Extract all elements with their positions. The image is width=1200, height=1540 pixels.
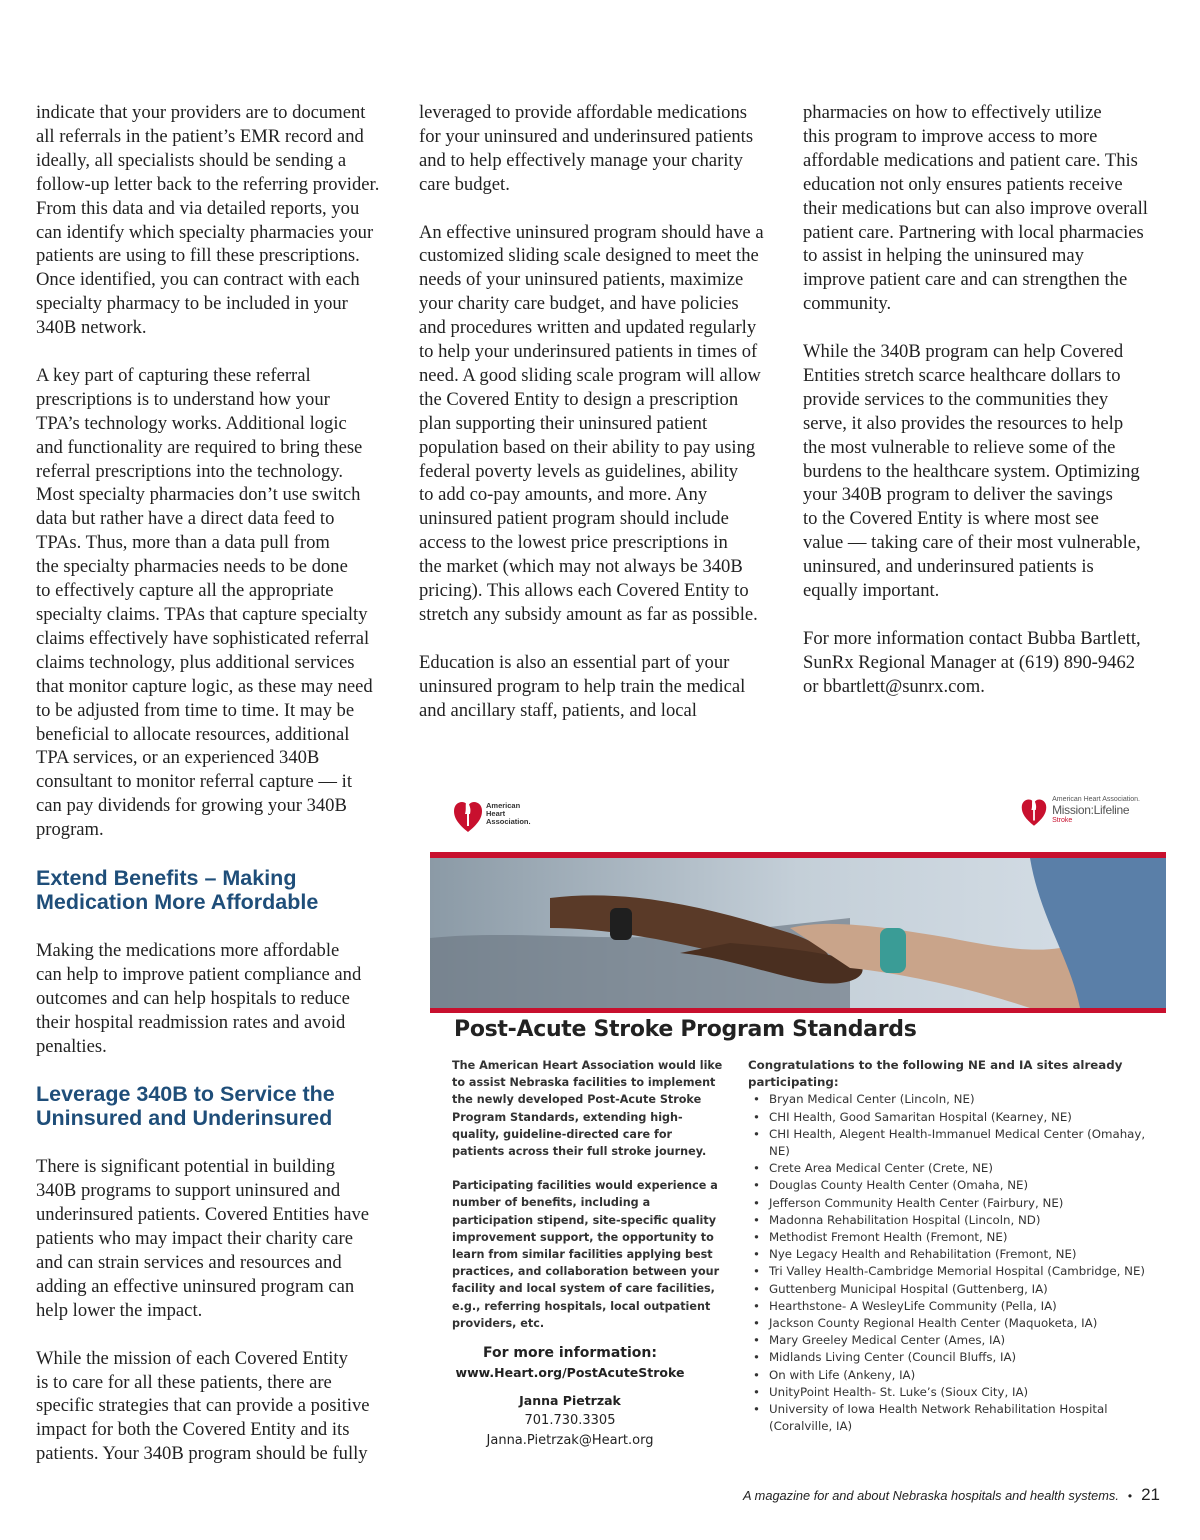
ad-description-p2: Participating facilities would experience a number of benefits, including a participation stipend, site-specific quality improvement support, the opportunity to learn from similar facilities applying best practices, and collaboration between your facility and local system of care facilities, e.g., referring hospitals, local outpatient providers, etc. [452, 1179, 720, 1330]
col1-paragraph-3: Making the medications more affordable can help to improve patient compliance and outcomes and can help hospitals to reduce their hospital readmission rates and avoid penalties. [36, 939, 362, 1057]
col1-paragraph-4: There is significant potential in building 340B programs to support uninsured and underinsured patients. Covered Entities have patients who may impact their charity care and can strain services and resources and adding an effective uninsured program can help lower the impact. [36, 1156, 370, 1321]
site-item: • Guttenberg Municipal Hospital (Guttenberg, IA) [769, 1281, 1148, 1298]
article-column-2 [419, 101, 789, 746]
site-item: • University of Iowa Health Network Rehabilitation Hospital (Coralville, IA) [769, 1401, 1148, 1435]
mission-lifeline-logo [1020, 792, 1140, 828]
col3-paragraph-2: While the 340B program can help Covered Entities stretch scarce healthcare dollars to provide services to the communities they serve, it also provides the resources to help the most vulnerable to relieve some of the burdens to the healthcare system. Optimizing your 340B program to deliver the savings to the Covered Entity is where most see value — taking care of their most vulnerable, uninsured, and underinsured patients is equally important. [803, 341, 1141, 602]
sites-intro: Congratulations to the following NE and IA sites already participating: [748, 1058, 1123, 1090]
hands-photo-illustration [430, 858, 1166, 1008]
ml-logo-sub: Stroke [1052, 817, 1073, 824]
site-item: • Hearthstone- A WesleyLife Community (Pella, IA) [769, 1298, 1148, 1315]
contact-email-link[interactable]: Janna.Pietrzak@Heart.org [486, 1433, 654, 1448]
site-item: • Midlands Living Center (Council Bluffs, IA) [769, 1349, 1148, 1366]
site-item: • UnityPoint Health- St. Luke’s (Sioux City, IA) [769, 1384, 1148, 1401]
site-item: • Methodist Fremont Health (Fremont, NE) [769, 1229, 1148, 1246]
ml-logo-name: Mission:Lifeline [1052, 803, 1130, 817]
footer-separator: • [1127, 1489, 1133, 1503]
site-item: • On with Life (Ankeny, IA) [769, 1367, 1148, 1384]
site-item: • Douglas County Health Center (Omaha, NE) [769, 1177, 1148, 1194]
site-item: • Jackson County Regional Health Center (Maquoketa, IA) [769, 1315, 1148, 1332]
participating-sites [748, 1057, 1148, 1435]
ad-contact [452, 1343, 688, 1451]
aha-logo [452, 794, 531, 834]
site-item: • Mary Greeley Medical Center (Ames, IA) [769, 1332, 1148, 1349]
site-item: • Bryan Medical Center (Lincoln, NE) [769, 1091, 1148, 1108]
site-item: • Madonna Rehabilitation Hospital (Lincoln, ND) [769, 1212, 1148, 1229]
site-item: • Nye Legacy Health and Rehabilitation (Fremont, NE) [769, 1246, 1148, 1263]
page-number: 21 [1141, 1485, 1160, 1504]
article-column-1 [36, 101, 406, 1490]
col3-paragraph-1: pharmacies on how to effectively utilize this program to improve access to more affordable medications and patient care. This education not only ensures patients receive their medications but can also improve overall patient care. Partnering with local pharmacies to assist in helping the uninsured may improve patient care and can strengthen the community. [803, 102, 1148, 315]
page-footer [743, 1485, 1160, 1505]
col1-paragraph-1: indicate that your providers are to document all referrals in the patient’s EMR record and ideally, all specialists should be sending a follow-up letter back to the referring provider. From this data and via detailed reports, you can identify which specialty pharmacies your patients are using to fill these prescriptions. Once identified, you can contract with each specialty pharmacy to be included in your 340B network. [36, 102, 380, 339]
contact-heading: For more information: [483, 1345, 657, 1361]
site-item: • Jefferson Community Health Center (Fairbury, NE) [769, 1195, 1148, 1212]
heading-extend-benefits: Extend Benefits – Making Medication More Affordable [36, 865, 319, 914]
ml-logo-org: American Heart Association. [1052, 796, 1140, 803]
ad-description [452, 1057, 724, 1349]
contact-name: Janna Pietrzak [519, 1393, 621, 1408]
heart-torch-icon [452, 794, 484, 834]
col2-paragraph-3: Education is also an essential part of your uninsured program to help train the medical and ancillary staff, patients, and local [419, 651, 746, 721]
heading-leverage-340b: Leverage 340B to Service the Uninsured and Underinsured [36, 1082, 335, 1131]
col2-paragraph-2: An effective uninsured program should have a customized sliding scale designed to meet the needs of your uninsured patients, maximize your charity care budget, and have policies and procedures written and updated regularly to help your underinsured patients in times of need. A good sliding scale program will allow the Covered Entity to design a prescription plan supporting their uninsured patient population based on their ability to pay using federal poverty levels as guidelines, ability to add co-pay amounts, and more. Any uninsured patient program should include access to the lowest price prescriptions in the market (which may not always be 340B pricing). This allows each Covered Entity to stretch any subsidy amount as far as possible. [419, 221, 764, 626]
contact-phone: 701.730.3305 [524, 1413, 616, 1428]
ad-description-p1: The American Heart Association would like to assist Nebraska facilities to implement the newly developed Post-Acute Stroke Program Standards, extending high-quality, guideline-directed care for patients across their full stroke journey. [452, 1059, 723, 1159]
footer-tagline: A magazine for and about Nebraska hospitals and health systems. [743, 1488, 1119, 1503]
contact-url-link[interactable]: www.Heart.org/PostAcuteStroke [455, 1365, 685, 1380]
sites-list [748, 1091, 1148, 1435]
article-column-3 [803, 101, 1175, 723]
col3-paragraph-3: For more information contact Bubba Bartlett, SunRx Regional Manager at (619) 890-9462 or bbartlett@sunrx.com. [803, 627, 1141, 697]
col1-paragraph-5: While the mission of each Covered Entity is to care for all these patients, there are specific strategies that can provide a positive impact for both the Covered Entity and its patients. Your 340B program should be fully [36, 1347, 370, 1465]
site-item: • Crete Area Medical Center (Crete, NE) [769, 1160, 1148, 1177]
hands-photo [430, 852, 1166, 1013]
aha-advertisement [418, 780, 1178, 1480]
site-item: • CHI Health, Good Samaritan Hospital (Kearney, NE) [769, 1109, 1148, 1126]
site-item: • Tri Valley Health-Cambridge Memorial Hospital (Cambridge, NE) [769, 1263, 1148, 1280]
aha-logo-text: American Heart Association. [486, 801, 531, 826]
heart-torch-icon [1020, 792, 1048, 828]
site-item: • CHI Health, Alegent Health-Immanuel Medical Center (Omahay, NE) [769, 1126, 1148, 1160]
col1-paragraph-2: A key part of capturing these referral prescriptions is to understand how your TPA’s technology works. Additional logic and functionality are required to bring these referral prescriptions into the technology. Most specialty pharmacies don’t use switch data but rather have a direct data feed to TPAs. Thus, more than a data pull from the specialty pharmacies needs to be done to effectively capture all the appropriate specialty claims. TPAs that capture specialty claims effectively have sophisticated referral claims technology, plus additional services that monitor capture logic, as these may need to be adjusted from time to time. It may be beneficial to allocate resources, additional TPA services, or an experienced 340B consultant to monitor referral capture — it can pay dividends for growing your 340B program. [36, 364, 373, 841]
ad-title: Post-Acute Stroke Program Standards [454, 1017, 917, 1042]
col2-paragraph-1: leveraged to provide affordable medications for your uninsured and underinsured patients and to help effectively manage your charity care budget. [419, 102, 754, 195]
